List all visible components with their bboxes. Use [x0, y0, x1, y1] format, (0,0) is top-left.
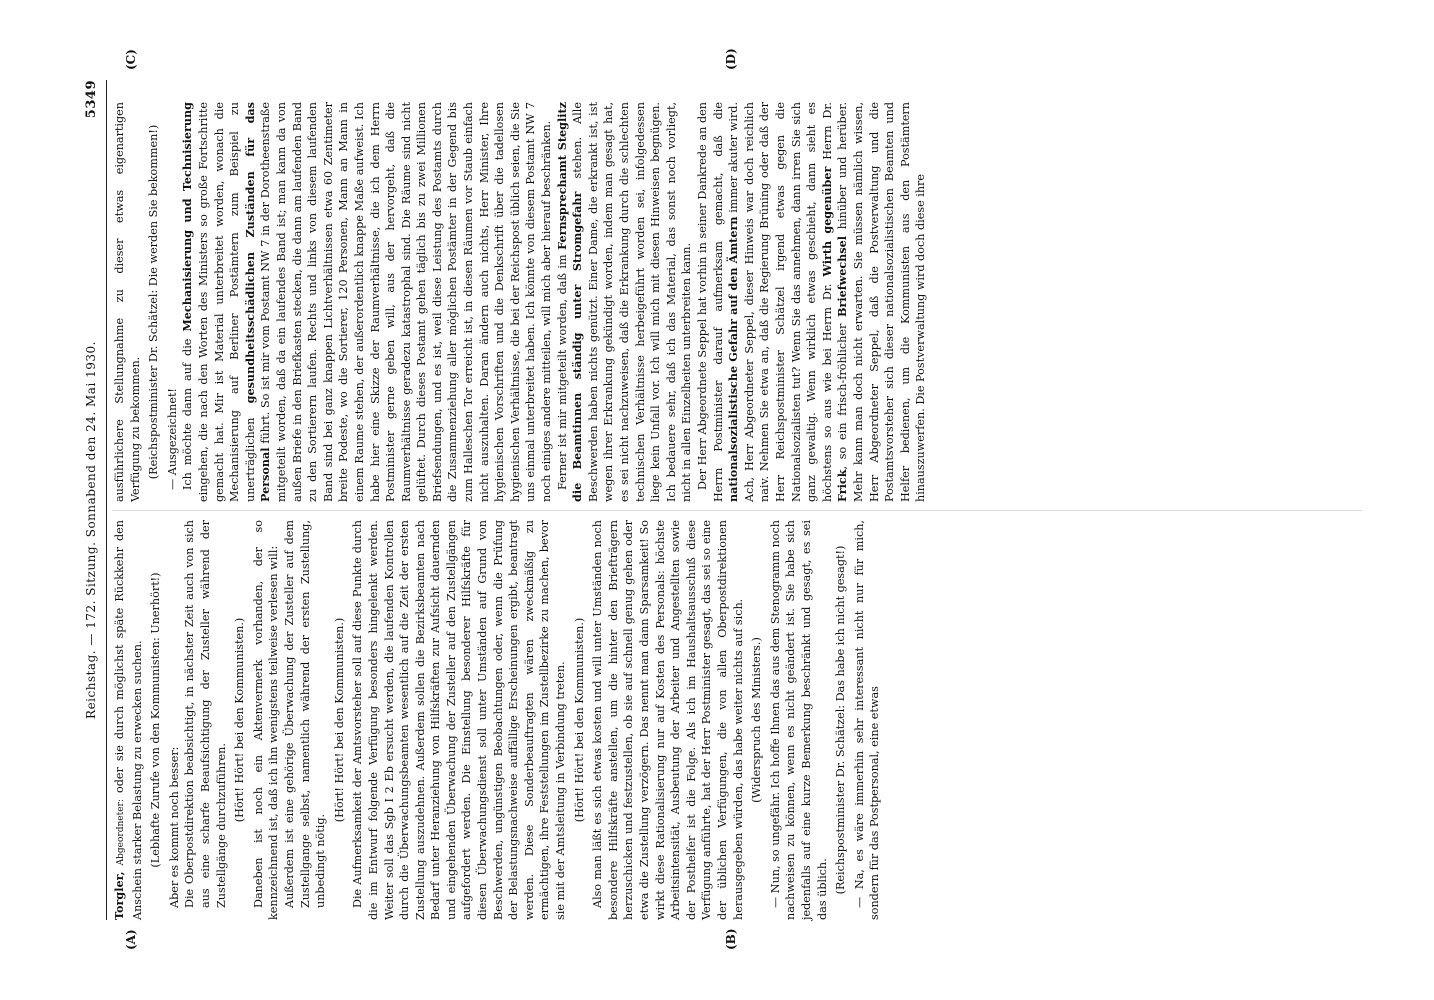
interjection: (Hört! Hört! bei den Kommunisten.): [332, 617, 346, 823]
quotation: Die Oberpostdirektion beabsichtigt, in nächster Zeit auch von sich aus eine scharfe Beaufsichtigung der Zusteller während der Zustellgänge durchzuführen.: [183, 520, 228, 908]
column-left: [112, 520, 883, 920]
text: immer akuter wird. Ach, Herr Abgeordneter Seppel, dieser Hinweis war doch reichlich naiv. Nehmen Sie etwa an, daß die Regierung Brüning oder daß der Herr Reichspostminister Schätzel irgend etwas gegen die Nationalsozialisten tut? Wenn Sie das annehmen, dann irren Sie sich ganz gewaltig. Wenn wirklich etwas geschieht, dann sieht es höchstens so aus wie bei Herrn Dr.: [727, 102, 834, 502]
column-right: [112, 102, 929, 502]
newspaper-page: [84, 48, 1394, 950]
paragraph: — Nun, so ungefähr. Ich hoffe Ihnen das aus dem Stenogramm noch nachweisen zu können, wenn es nicht geändert ist. Sie habe sich jedenfalls auf eine kurze Bemerkung beschränkt und gesagt, es sei das üblich.: [768, 520, 829, 920]
margin-mark-a: (A): [124, 929, 138, 950]
emphasis: Mechanisierung und Technisierung: [180, 102, 195, 332]
interjection: (Lebhafte Zurufe von den Kommunisten: Unerhört!): [149, 572, 163, 868]
column-divider: [112, 510, 1362, 511]
margin-mark-d: (D): [724, 48, 738, 70]
text: , so ein frisch-fröhlicher: [836, 316, 850, 470]
interjection: (Widerspruch des Ministers.): [750, 637, 764, 803]
paragraph: — Ausgezeichnet!: [165, 388, 179, 490]
text: Der Herr Abgeordnete Seppel hat vorhin in seiner Dankrede an den Herrn Postminister darauf aufmerksam gemacht, daß die: [695, 102, 725, 502]
text: Ich möchte dann auf die: [181, 331, 195, 490]
emphasis: Wirth gegenüber: [819, 166, 834, 277]
speaker-role: Abgeordneter:: [116, 799, 126, 866]
header-title: Reichstag. — 172. Sitzung. Sonnabend den 24. Mai 1930.: [84, 341, 98, 719]
paragraph: [112, 520, 145, 920]
paragraph: Aber es kommt noch besser:: [167, 746, 181, 908]
header-rule: [106, 80, 107, 920]
speaker-name: Torgler,: [112, 871, 126, 920]
paragraph: Daneben ist noch ein Aktenvermerk vorhanden, der so kennzeichnend ist, daß ich ihn wenigstens teilweise verlesen will:: [251, 520, 281, 920]
paragraph: Also man läßt es sich etwas kosten und will unter Umständen noch besondere Hilfskräfte anstellen, um die hinter den Briefträgern herzuschicken und festzustellen, ob sie auf schnell genug gehen oder etwa die Zustellung verzögern. Das nennt man dann Sparsamkeit! So wirkt diese Rationalisierung nur auf Kosten des Personals: höchste Arbeitsintensität, Ausbeutung der Arbeiter und Angestellten sowie der Posthelfer ist die Folge. Als ich im Haushaltsausschuß diese Verfügung anführte, hat der Herr Postminister gesagt, das sei so eine der üblichen Verfügungen, die von allen Oberpostdirektionen herausgegeben würden, das habe weiter nichts auf sich.: [591, 520, 745, 920]
paragraph: [555, 102, 695, 502]
paragraph: ausführlichere Stellungnahme zu dieser etwas eigenartigen Verfügung zu bekommen.: [113, 102, 142, 502]
page-header: [84, 80, 104, 920]
page-number: 5349: [84, 80, 99, 119]
paragraph: — Na, es wäre immerhin sehr interessant nicht nur für mich, sondern für das Postpersonal, eine etwas: [852, 520, 882, 920]
quotation: Die Aufmerksamkeit der Amtsvorsteher soll auf diese Punkte durch die im Entwurf folgende Verfügung besonders hingelenkt werden. Weiter soll das Sgb I 2 Eb ersucht werden, die laufenden Kontrollen durch die Überwachungsbeamten wesentlich auf die Zeit der ersten Zustellung auszudehnen. Außerdem sollen die Bezirksbeamten nach Bedarf unter Heranziehung von Hilfskräften zur Aufsicht dauernden und eingehenden Überwachung der Zusteller auf den Zustellgängen aufgefordert werden. Die Einstellung besonderer Hilfskräfte für diesen Überwachungsdienst soll unter Umständen auf Grund von Beschwerden, ungünstigen Beobachtungen oder, wenn die Prüfung der Belastungsnachweise auffällige Erscheinungen ergibt, beantragt werden. Diese Sonderbeauftragten wären zweckmäßig zu ermächtigen, ihre Feststellungen im Zustellbezirke zu machen, bevor sie mit der Amtsleitung in Verbindung treten.: [351, 520, 568, 920]
text: eingehen, die nach den Worten des Ministers so große Fortschritte gemacht hat. Mir ist Material unterbreitet worden, wonach die Mechanisierung auf Berliner Postämtern zum Beispiel zu unerträglichen: [196, 102, 257, 502]
paragraph: [695, 102, 929, 502]
emphasis: Briefwechsel: [835, 236, 850, 317]
margin-mark-b: (B): [724, 928, 738, 950]
text: hinüber und herüber. Mehr kann man doch nicht erwarten. Sie müssen nämlich wissen, Herr Abgeordneter Seppel, daß die Postverwaltung und die Postamtsvorsteher sich dieser nationalsozialistischen Beamten und Helfer bedienen, um die Kommunisten aus den Postämtern hinauszuwerfen. Die Postverwaltung wird doch diese ihre: [836, 102, 928, 502]
interjection: (Reichspostminister Dr. Schätzel: Die werden Sie bekommen!): [147, 124, 161, 480]
text: stehen. Alle Beschwerden haben nichts genützt. Einer Dame, die erkrankt ist, ist wegen ihrer Erkrankung gekündigt worden, indem man gesagt hat, es sei nicht nachzuweisen, daß die Erkrankung durch die schlechten technischen Verhältnisse herbeigeführt worden sei, infolgedessen liege kein Unfall vor. Ich will mich mit diesen Hinweisen begnügen. Ich bedauere sehr, daß ich das Material, das sonst noch vorliegt, nicht in allen Einzelheiten unterbreiten kann.: [571, 101, 694, 502]
interjection: (Hört! Hört! bei den Kommunisten.): [572, 617, 586, 823]
quotation: Außerdem ist eine gehörige Überwachung der Zusteller auf dem Zustellgange selbst, namentlich während der ersten Zustellung, unbedingt nötig.: [282, 520, 328, 908]
interjection: (Hört! Hört! bei den Kommunisten.): [233, 617, 247, 823]
paragraph-text: oder sie durch möglichst späte Rückkehr den Anschein starker Belastung zu erwecken suchen.: [113, 519, 144, 920]
text: Herrn Dr.: [820, 102, 834, 167]
paragraph: [180, 102, 554, 502]
emphasis: nationalsozialistische Gefahr auf den Ämtern: [726, 216, 741, 502]
text: Ferner ist mir mitgeteilt worden, daß im: [555, 249, 569, 490]
margin-mark-c: (C): [124, 49, 138, 70]
emphasis: gesundheitsschädlichen Zuständen für das Personal: [242, 102, 273, 502]
digitization-note: [1420, 8, 1434, 992]
text: führt. So ist mir vom Postamt NW 7 in der Dorotheenstraße mitgeteilt worden, daß da ein laufendes Band ist; man kann da von außen Briefe in den Briefkasten stecken, die dann am laufenden Band zu den Sortierern laufen. Rechts und links von diesem laufenden Band sind bei ganz knappen Lichtverhältnissen etwa 60 Zentimeter breite Podeste, wo die Sortierer, 120 Personen, Mann an Mann in einem Raume stehen, der außerordentlich knappe Maße aufweist. Ich habe hier eine Skizze der Raumverhältnisse, die ich dem Herrn Postminister gerne geben will, aus der hervorgeht, daß die Raumverhältnisse geradezu katastrophal sind. Die Räume sind nicht gelüftet. Durch dieses Postamt gehen täglich bis zu zwei Millionen Briefsendungen, und es ist, weil diese Leistung des Postamts durch die Zusammenziehung aller möglichen Postämter in der Gegend bis zum Halleschen Tor erreicht ist, in diesen Räumen vor Staub einfach nicht auszuhalten. Daran ändern auch nichts, Herr Minister, Ihre hygienischen Vorschriften und die Denkschrift über die tadellosen hygienischen Verhältnisse, die bei der Reichspost üblich seien, die Sie uns einmal unterbreitet haben. Ich könnte von diesem Postamt NW 7 noch einiges andere mitteilen, will mich aber hierauf beschränken.: [259, 102, 554, 502]
interjection: (Reichspostminister Dr. Schätzel: Das habe ich nicht gesagt!): [834, 545, 848, 895]
emphasis: Frick: [835, 469, 850, 502]
emphasis: Fernsprechamt Steglitz die Beamtinnen ständig unter Stromgefahr: [554, 102, 585, 502]
